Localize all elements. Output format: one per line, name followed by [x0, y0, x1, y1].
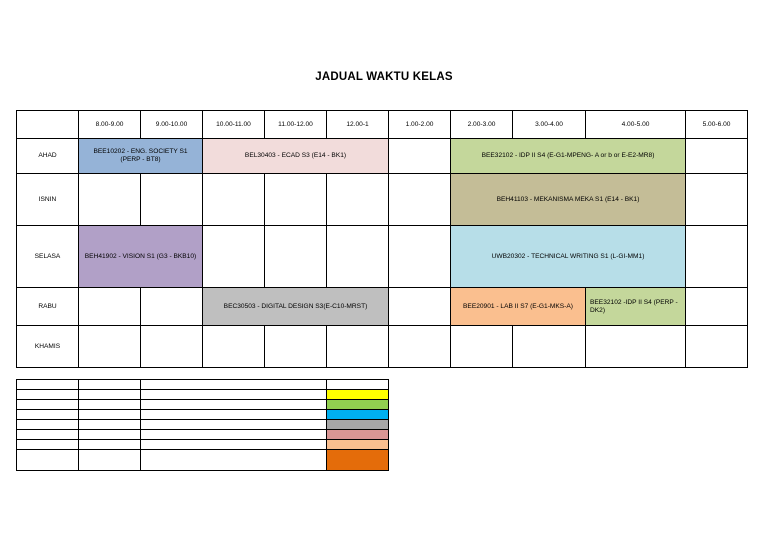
legend-row	[17, 430, 389, 440]
empty-cell	[389, 174, 451, 226]
legend-cell	[141, 410, 327, 420]
class-block[interactable]: BEE20901 - LAB II S7 (E-G1-MKS-A)	[451, 288, 586, 326]
day-label: SELASA	[17, 226, 79, 288]
time-slot: 1.00-2.00	[389, 111, 451, 139]
empty-cell	[203, 174, 265, 226]
empty-cell	[265, 226, 327, 288]
empty-cell	[389, 226, 451, 288]
empty-cell	[389, 326, 451, 368]
legend-swatch	[327, 450, 389, 471]
legend-swatch	[327, 410, 389, 420]
legend-row	[17, 440, 389, 450]
legend-cell	[141, 400, 327, 410]
empty-cell	[686, 226, 748, 288]
legend-cell	[79, 400, 141, 410]
empty-cell	[513, 326, 586, 368]
legend-cell	[141, 420, 327, 430]
time-slot: 5.00-6.00	[686, 111, 748, 139]
class-block[interactable]: BEL30403 - ECAD S3 (E14 - BK1)	[203, 139, 389, 174]
day-label: AHAD	[17, 139, 79, 174]
time-slot: 11.00-12.00	[265, 111, 327, 139]
class-block[interactable]: BEH41902 - VISION S1 (G3 - BKB10)	[79, 226, 203, 288]
time-slot: 4.00-5.00	[586, 111, 686, 139]
empty-cell	[327, 326, 389, 368]
class-block[interactable]: BEC30503 - DIGITAL DESIGN S3(E-C10-MRST)	[203, 288, 389, 326]
empty-cell	[451, 326, 513, 368]
empty-cell	[686, 139, 748, 174]
empty-cell	[203, 326, 265, 368]
time-slot: 8.00-9.00	[79, 111, 141, 139]
empty-cell	[79, 288, 141, 326]
legend-cell	[79, 390, 141, 400]
time-slot: 2.00-3.00	[451, 111, 513, 139]
legend-cell	[17, 430, 79, 440]
legend-cell	[141, 440, 327, 450]
legend-cell	[17, 390, 79, 400]
color-legend-table	[16, 379, 389, 471]
legend-swatch	[327, 440, 389, 450]
empty-cell	[141, 288, 203, 326]
legend-row	[17, 450, 389, 471]
legend-cell	[17, 440, 79, 450]
timetable-header-row	[17, 111, 748, 139]
time-slot: 3.00-4.00	[513, 111, 586, 139]
legend-row	[17, 390, 389, 400]
empty-cell	[265, 174, 327, 226]
class-block[interactable]: BEE10202 - ENG. SOCIETY S1 (PERP - BT8)	[79, 139, 203, 174]
time-slot: 9.00-10.00	[141, 111, 203, 139]
class-block[interactable]: BEH41103 - MEKANISMA MEKA S1 (E14 - BK1)	[451, 174, 686, 226]
legend-row	[17, 420, 389, 430]
legend-cell	[79, 420, 141, 430]
legend-row	[17, 410, 389, 420]
empty-cell	[389, 139, 451, 174]
legend-cell	[79, 450, 141, 471]
empty-cell	[265, 326, 327, 368]
legend-cell	[141, 430, 327, 440]
empty-cell	[389, 288, 451, 326]
legend-row	[17, 400, 389, 410]
day-row-ahad	[17, 139, 748, 174]
empty-cell	[586, 326, 686, 368]
legend-cell	[17, 450, 79, 471]
legend-cell	[17, 380, 79, 390]
legend-row	[17, 380, 389, 390]
class-block[interactable]: BEE32102 - IDP II S4 (E-G1-MPENG- A or b or E-E2-MR8)	[451, 139, 686, 174]
empty-cell	[686, 174, 748, 226]
legend-cell	[17, 410, 79, 420]
empty-cell	[141, 326, 203, 368]
empty-cell	[79, 174, 141, 226]
legend-swatch	[327, 420, 389, 430]
legend-swatch	[327, 390, 389, 400]
legend-swatch	[327, 430, 389, 440]
legend-cell	[141, 380, 327, 390]
empty-cell	[327, 174, 389, 226]
legend-cell	[79, 430, 141, 440]
legend-cell	[141, 450, 327, 471]
legend-swatch	[327, 380, 389, 390]
empty-cell	[686, 288, 748, 326]
legend-cell	[79, 380, 141, 390]
timetable	[16, 110, 748, 368]
day-row-selasa	[17, 226, 748, 288]
legend-cell	[79, 440, 141, 450]
day-row-rabu	[17, 288, 748, 326]
class-block[interactable]: UWB20302 - TECHNICAL WRITING S1 (L-GI-MM1)	[451, 226, 686, 288]
empty-cell	[79, 326, 141, 368]
legend-swatch	[327, 400, 389, 410]
legend-cell	[17, 420, 79, 430]
page-title: JADUAL WAKTU KELAS	[315, 71, 453, 83]
legend-cell	[17, 400, 79, 410]
time-slot: 10.00-11.00	[203, 111, 265, 139]
class-block[interactable]: BEE32102 -IDP II S4 (PERP - DK2)	[586, 288, 686, 326]
empty-cell	[327, 226, 389, 288]
legend-cell	[79, 410, 141, 420]
time-slot: 12.00-1	[327, 111, 389, 139]
empty-cell	[686, 326, 748, 368]
day-row-khamis	[17, 326, 748, 368]
day-label: RABU	[17, 288, 79, 326]
empty-cell	[141, 174, 203, 226]
legend-cell	[141, 390, 327, 400]
day-row-isnin	[17, 174, 748, 226]
day-label: KHAMIS	[17, 326, 79, 368]
empty-cell	[203, 226, 265, 288]
day-label: ISNIN	[17, 174, 79, 226]
corner-cell	[17, 111, 79, 139]
